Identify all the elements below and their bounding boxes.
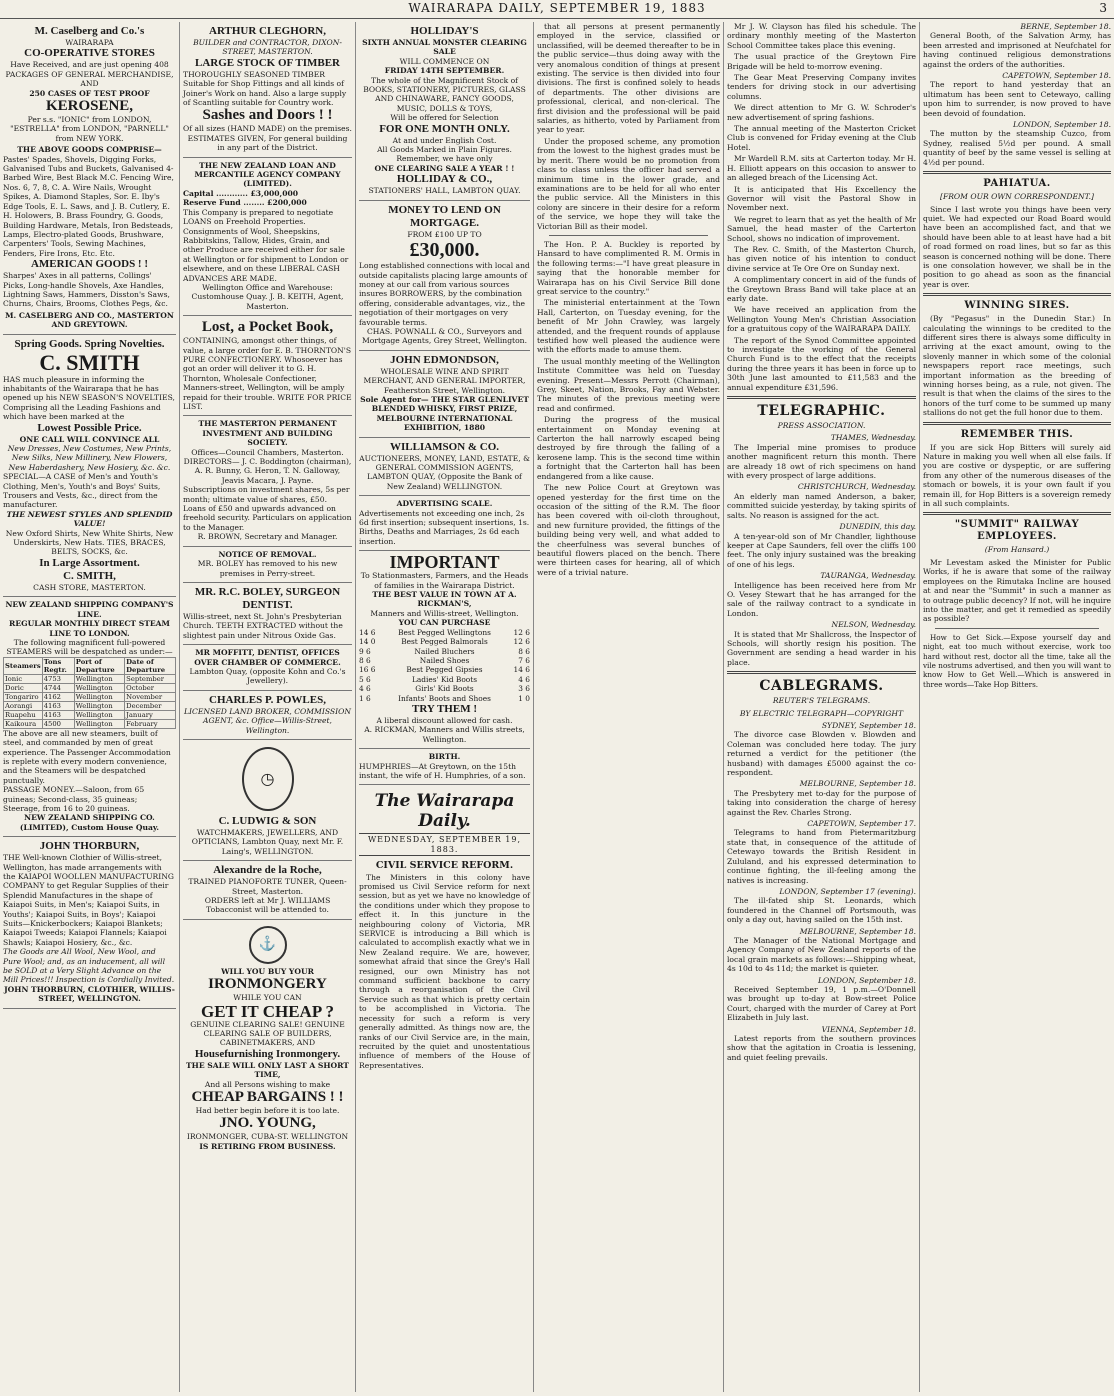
dateline: SYDNEY, September 18. (821, 721, 916, 730)
adv-body: Advertisements not exceeding one inch, 2s 6d first insertion; subsequent insertions, 1s. Births, Deaths and Marriages, 2s 6d each insertion. (359, 508, 530, 546)
local-paragraph: During the progress of the musical entertainment on Monday evening at Carterton the hall narrowly escaped being destroyed by fire through the falling of a kerosene lamp. This is the second time within a fortnight that the Carterton hall has been endangered from a like cause. (537, 415, 720, 481)
dateline: MELBOURNE, September 18. (799, 779, 916, 789)
telegram-body: An elderly man named Anderson, a baker, committed suicide yesterday, by taking spirits of salts. No reason is assigned for the act. (727, 491, 916, 520)
birth-heading: BIRTH. (428, 752, 461, 762)
price-item: Best Pegged Gipsies (406, 665, 483, 675)
price-item: Nailed Shoes (419, 655, 470, 665)
cable-body: Received September 19, 1 p.m.—O'Donnell was brought up to-day at Bow-street Police Court, charged with the murder of Carey at Port Elizabeth in July last. (727, 984, 916, 1023)
dateline: TAURANGA, Wednesday. (820, 571, 916, 581)
table-cell: Wellington (74, 710, 124, 719)
rickman-advert (359, 551, 530, 749)
bargains-body: Had better begin before it is too late. (195, 1106, 340, 1116)
kerosene-heading: KEROSENE, (45, 98, 134, 115)
estimates: ESTIMATES GIVEN, For general building in any part of the District. (187, 133, 348, 153)
important-body: To Stationmasters, Farmers, and the Heads of families in the Wairarapa District. (360, 571, 529, 590)
will-you: WILL YOU BUY YOUR (221, 966, 314, 976)
price-row (359, 628, 530, 637)
price-value: 14 6 (359, 627, 376, 637)
table-cell: November (125, 692, 176, 701)
holliday-sign: HOLLIDAY & CO., (396, 173, 493, 186)
table-cell: January (125, 710, 176, 719)
steamer-table (3, 657, 176, 729)
local-paragraph: The ministerial entertainment at the Town Hall, Carterton, on Tuesday evening, for the benefit of Mr John Crawley, was largely attended, and the frequent rounds of applause testified how well pleased the audience were with the efforts made to amuse them. (537, 298, 720, 355)
cleghorn-advert (183, 22, 352, 158)
holliday-cost: At and under English Cost. (392, 135, 497, 145)
dateline: LONDON, September 18. (1013, 120, 1111, 130)
news-paragraph: The report of the Synod Committee appointed to investigate the working of the General Church Fund is to the effect that the receipts during the three years it has been in force up to 30th June last amounted to £11,583 and the annual expenditure £31,596. (727, 335, 916, 392)
permanent-offices: Offices—Council Chambers, Masterton. (191, 447, 344, 457)
shipping-regular: REGULAR MONTHLY DIRECT STEAM LINE TO LONDON. (9, 619, 170, 638)
dateline: DUNEDIN, this day. (839, 522, 916, 532)
smith-address: CASH STORE, MASTERTON. (33, 582, 146, 592)
masthead-title: WAIRARAPA DAILY, SEPTEMBER 19, 1883 (408, 1, 706, 15)
one-call: ONE CALL WILL CONVINCE ALL (19, 434, 160, 444)
cable-body: The report to hand yesterday that an ultimatum has been sent to Cetewayo, calling upon him to surrender, is now proved to have been devoid of foundation. (923, 80, 1111, 118)
holliday-sub: SIXTH ANNUAL MONSTER CLEARING SALE (362, 38, 527, 57)
editorial-paragraph: Under the proposed scheme, any promotion from the lowest to the highest grades must be by merit. There would be no promotion from class to class unless the officer had served a minimum time in the lower grade, and examinations are to be held for all who enter the public service. All the Ministers in this colony are sincere in their desire for a reform of the service, we hope they will take the Victorian Bill as their model. (537, 136, 720, 231)
caselberg-place: WAIRARAPA (65, 38, 114, 47)
lost-advert (183, 316, 352, 416)
telegram-body: A ten-year-old son of Mr Chandler, lighthouse keeper at Cape Saunders, fell over the cliffs 100 feet. The only injury sustained was the breaking of one of his legs. (727, 531, 916, 569)
column-4 (533, 22, 723, 1392)
shipping-following: The following magnificent full-powered STEAMERS will be despatched as under:— (6, 637, 173, 657)
money-heading: MONEY TO LEND ON MORTGAGE. (388, 203, 501, 229)
cable-body: The mutton by the steamship Cuzco, from Sydney, realised 5½d per pound. A small quantity of beef by the same vessel is selling at 4½d per pound. (923, 129, 1111, 167)
price-item: Girls' Kid Boots (415, 684, 474, 694)
thorburn-body: THE Well-known Clothier of Willis-street, Wellington, has made arrangements with the KAIAPOI WOOLLEN MANUFACTURING COMPANY to get Regular Supplies of their Splendid Manufactures in the shape of Kaiapoi Suits, in Men's; Kaiapoi Suits, in Youths'; Kaiapoi Suits, in Boys'; Kaiapoi Suits—Knickerbockers; Kaiapoi Blankets; Kaiapoi Tweeds; Kaiapoi Flannels; Kaiapoi Shawls; Kaiapoi Hosiery, &c., &c. (3, 853, 174, 947)
american-body: Sharpes' Axes in all patterns, Collings' Picks, Long-handle Shovels, Axe Handles, Lightning Saws, Hammers, Disston's Saws, Churns, Chairs, Brooms, Clothes Pegs, &c. (3, 271, 170, 309)
sashes-body: Of all sizes (HAND MADE) on the premises. (183, 124, 352, 134)
young-name: JNO. YOUNG, (219, 1115, 316, 1132)
permanent-heading: THE MASTERTON PERMANENT INVESTMENT AND BUILDING SOCIETY. (198, 419, 337, 448)
money-body: Long established connections with local and outside capitalists placing large amounts of money at our call from various sources insures BORROWERS, by the combination offering, considerable advantages, viz., the negotiation of their mortgages on very favourable terms. (359, 261, 530, 327)
caselberg-stores: CO-OPERATIVE STORES (24, 47, 155, 60)
holliday-heading: HOLLIDAY'S (410, 25, 479, 37)
column-3 (355, 22, 533, 1392)
price-row (359, 665, 530, 674)
table-cell: Wellington (74, 701, 124, 710)
price-value: 4 6 (359, 684, 371, 694)
price-value: 8 6 (518, 646, 530, 656)
edmondson-heading: JOHN EDMONDSON, (390, 353, 499, 366)
telegram-body: The Imperial mine promises to produce another magnificent return this month. There are already 18 owt of rich specimens on hand with every prospect of large additions. (727, 442, 916, 481)
permanent-sign: R. BROWN, Secretary and Manager. (197, 532, 338, 542)
money-sign: CHAS. POWNALL & CO., Surveyors and Mortgage Agents, Grey Street, Wellington. (362, 326, 527, 346)
issue-date: WEDNESDAY, SEPTEMBER 19, 1883. (359, 833, 530, 856)
edmondson-agent: Sole Agent for— THE STAR GLENLIVET BLENDED WHISKY, FIRST PRIZE, MELBOURNE INTERNATIONAL EXHIBITION, 1880 (360, 394, 529, 433)
table-cell: Wellington (74, 692, 124, 701)
dateline: MELBOURNE, September 18. (799, 926, 916, 936)
table-row (4, 692, 176, 701)
holliday-offered: Will be offered for Selection (390, 113, 499, 123)
cable-body: The Presbytery met to-day for the purpose of taking into consideration the charge of heresy against the Rev. Charles Strong. (727, 788, 916, 817)
adv-heading: ADVERTISING SCALE. (396, 499, 493, 509)
rickman-sign: A. RICKMAN, Manners and Willis streets, Wellington. (364, 725, 525, 744)
table-cell: Ionic (4, 674, 43, 683)
cleghorn-name: ARTHUR CLEGHORN, (209, 25, 326, 37)
cable-body: The ill-fated ship St. Leonards, which foundered in the Channel off Portsmouth, was only a day out, having sailed on the 15th inst. (727, 896, 916, 925)
news-paragraph: The Gear Meat Preserving Company invites tenders for driving stock in our advertising columns. (727, 73, 916, 101)
table-cell: 4162 (42, 692, 74, 701)
smith-sign: C. SMITH, (63, 569, 116, 582)
cheap-heading: GET IT CHEAP ? (200, 1001, 335, 1021)
price-list (359, 628, 530, 703)
how-to-get-sick: How to Get Sick.—Expose yourself day and night, eat too much without exercise, work too hard without rest, doctor all the time, take all the vile nostrums advertised, and then you will want to know How to Get Well.—Which is answered in three words—Take Hop Bitters. (923, 632, 1111, 689)
cable-body: The Manager of the National Mortgage and Agency Company of New Zealand reports of the local grain markets as follows:—Shipping wheat, 4s 10d to 4s 11d; the market is quieter. (727, 935, 916, 974)
table-cell: Aorangi (4, 701, 43, 710)
housefurnishing: Housefurnishing Ironmongery. (194, 1047, 341, 1060)
ludwig-heading: C. LUDWIG & SON (218, 814, 317, 827)
news-paragraph: Mr Wardell R.M. sits at Carterton today. Mr H. H. Elliott appears on this occasion to answer to an alleged breach of the Licensing Act. (727, 154, 916, 183)
editorial-paragraph: that all persons at present permanently employed in the service, classified or unclassified, will be deemed thereafter to be in the public service—thus doing away with the very anomalous condition of things at present existing. The service is then divided into four divisions. The first is confined solely to heads of departments. The other divisions are professional, clerical, and non-clerical. The first division and the professional will be paid salaries, as hitherto, voted by Parliament from year to year. (537, 22, 720, 135)
price-value: 8 6 (359, 655, 371, 665)
news-paragraph: A complimentary concert in aid of the funds of the Greytown Brass Band will take place at an early date. (727, 275, 916, 303)
price-value: 5 6 (359, 674, 371, 684)
table-cell: 4753 (42, 674, 74, 683)
while-you-can: WHILE YOU CAN (233, 993, 302, 1003)
roche-heading: Alexandre de la Roche, (213, 864, 322, 877)
edmondson-advert (359, 351, 530, 438)
comprise-body: Pastes' Spades, Shovels, Digging Forks, Galvanised Tubs and Buckets, Galvanised 4-Barbed Wire, Best Black M.C. Fencing Wire, Nos. 6, 7, 8, C. A. Wire Nails, Wrought Spikes, A. Diamond Staples, Sor. E. Iby's Edge Tools, E. L. Saws, and J. B. Cutlery, E. H. Holowers, B. Brass Foundry, G. Goods, Building Hardware, Metals, Iron Bedsteads, Lamps, Electro-plated Goods, Brushware, Carpenters' Tools, Sewing Machines, Fenders, Fire Irons, Etc. Etc. (3, 154, 174, 258)
birth-notice (359, 749, 530, 785)
price-row (359, 694, 530, 703)
powles-advert (183, 691, 352, 740)
price-value: 14 6 (513, 665, 530, 675)
advertising-scale (359, 496, 530, 551)
telegram-body: Intelligence has been received here from Mr O. Vesey Stewart that he has arranged for the sale of the railway contract to a syndicate in London. (727, 580, 916, 618)
dateline: CAPETOWN, September 18. (1002, 71, 1111, 81)
caselberg-advert (3, 22, 176, 335)
table-cell: Wellington (74, 674, 124, 683)
news-paragraph: We regret to learn that as yet the health of Mr Samuel, the head master of the Carterton School, shows no indication of improvement. (727, 214, 916, 243)
removal-body: MR. BOLEY has removed to his new premises in Perry-street. (197, 559, 338, 578)
price-item: Best Pegged Balmorals (401, 637, 488, 647)
table-cell: Kaikoura (4, 719, 43, 728)
money-from: FROM £100 UP TO (407, 229, 482, 239)
price-item: Ladies' Kid Boots (411, 674, 477, 684)
summit-heading: "SUMMIT" RAILWAY EMPLOYEES. (954, 519, 1080, 543)
page-number: 3 (1099, 1, 1108, 15)
table-header: Steamers (4, 657, 43, 674)
holliday-address: STATIONERS' HALL, LAMBTON QUAY. (368, 186, 521, 196)
own-correspondent: [FROM OUR OWN CORRESPONDENT.] (939, 192, 1094, 202)
edmondson-body: WHOLESALE WINE AND SPIRIT MERCHANT, AND GENERAL IMPORTER, Featherston Street, Wellington. (363, 366, 526, 395)
price-item: Nailed Bluchers (414, 646, 475, 656)
news-paragraph: Mr J. W. Clayson has filed his schedule. The ordinary monthly meeting of the Masterton School Committee takes place this evening. (727, 22, 916, 50)
table-row (4, 719, 176, 728)
sashes-heading: Sashes and Doors ! ! (202, 107, 333, 124)
try-them: TRY THEM ! (411, 702, 477, 715)
boley-advert (183, 583, 352, 645)
masthead (0, 0, 1114, 19)
holliday-month: FOR ONE MONTH ONLY. (379, 122, 510, 135)
telegram-body: It is stated that Mr Shallcross, the Inspector of Schools, will shortly resign his position. The Government are sending a head warder in his place. (727, 629, 916, 667)
copyright-line: BY ELECTRIC TELEGRAPH—COPYRIGHT (739, 708, 904, 718)
dateline: VIENNA, September 18. (821, 1024, 916, 1034)
newest-body: New Oxford Shirts, New White Shirts, New Underskirts, New Hats. TIES, BRACES, BELTS, SOCKS, &c. (5, 528, 174, 557)
short-time: THE SALE WILL ONLY LAST A SHORT TIME, (186, 1060, 349, 1080)
spring-goods: Spring Goods. Spring Novelties. (14, 337, 165, 350)
lost-body: CONTAINING, amongst other things, of value, a large order for E. B. THORNTON'S PURE CONFECTIONERY. Whosoever has got an order will deliver it to G. H. Thornton, Wholesale Confectioner, Manners-street, Wellington, will be amply repaid for their trouble. WRITE FOR PRICE LIST. (183, 336, 352, 411)
nzloan-body: This Company is prepared to negotiate LOANS on Freehold Properties. Consignments of Wool, Sheepskins, Rabbitskins, Tallow, Hides, Grain, and other Produce are received either for sale at Wellington or for shipment to London or elsewhere, and on these LIBERAL CASH ADVANCES ARE MADE. (183, 207, 349, 283)
ludwig-body: WATCHMAKERS, JEWELLERS, AND OPTICIANS, Lambton Quay, next Mr. F. Laing's, WELLINGTON. (191, 827, 344, 856)
williamson-advert (359, 438, 530, 497)
local-paragraph: The usual monthly meeting of the Wellington Institute Committee was held on Tuesday evening. Present—Messrs Perrott (Chairman), Grey, Skeet, Nation, Brooks, Fay and Webster. The minutes of the previous meeting were read and confirmed. (537, 356, 720, 413)
column-6 (919, 22, 1114, 1392)
holliday-once: ONE CLEARING SALE A YEAR ! ! (374, 163, 515, 173)
dateline: CAPETOWN, September 17. (807, 819, 916, 829)
rickman-address: Manners and Willis-street, Wellington. (370, 608, 519, 618)
price-value: 9 6 (359, 646, 371, 656)
caselberg-title: M. Caselberg and Co.'s (34, 25, 145, 37)
newest-styles: THE NEWEST STYLES AND SPLENDID VALUE! (6, 509, 173, 529)
table-cell: October (125, 683, 176, 692)
smith-name: C. SMITH (39, 349, 140, 375)
rickman-heading: THE BEST VALUE IN TOWN AT A. RICKMAN'S, (372, 590, 517, 609)
price-value: 12 6 (513, 637, 530, 647)
telegraphic-heading: TELEGRAPHIC. (757, 403, 886, 420)
table-row (4, 710, 176, 719)
holliday-friday: FRIDAY 14TH SEPTEMBER. (384, 66, 505, 76)
young-address: IRONMONGER, CUBA-ST. WELLINGTON (186, 1132, 349, 1142)
cable-body: General Booth, of the Salvation Army, has been arrested and imprisoned at Neufchatel for having continued religious demonstrations against the orders of the authorities. (923, 31, 1111, 69)
table-cell: Wellington (74, 719, 124, 728)
kerosene-body: Per s.s. "IONIC" from LONDON, "ESTRELLA" from LONDON, "PARNELL" from NEW YORK. (10, 115, 169, 143)
price-item: Infants' Boots and Shoes (398, 693, 491, 703)
winning-sires-body: (By "Pegasus" in the Dunedin Star.) In calculating the winnings to be credited to the different sires there is always some difficulty in arriving at the exact amount, owing to the slovenly manner in which some of the colonial newspapers report race meetings, such important information as the breeding of winning horses being, as a rule, not given. The result is that when the claims of the sires to the honors of the turf come to be summed up many stallions do not get the full honor due to them. (923, 314, 1111, 418)
smith-advert (3, 335, 176, 598)
kerosene-intro: 250 CASES OF TEST PROOF (29, 88, 150, 98)
holliday-advert (359, 22, 530, 201)
birth-body: HUMPHRIES—At Greytown, on the 15th instant, the wife of H. Humphries, of a son. (359, 761, 526, 780)
price-value: 4 6 (518, 674, 530, 684)
price-row (359, 684, 530, 693)
thorburn-sign: JOHN THORBURN, CLOTHIER, WILLIS-STREET, WELLINGTON. (4, 984, 175, 1004)
table-header: Date of Departure (125, 657, 176, 674)
dateline: LONDON, September 17 (evening). (779, 886, 916, 896)
table-header: Tons Regtr. (42, 657, 74, 674)
caselberg-body: Have Received, and are just opening 408 PACKAGES OF GENERAL MERCHANDISE, AND (5, 60, 174, 89)
williamson-body: AUCTIONEERS, MONEY, LAND, ESTATE, & GENERAL COMMISSION AGENTS, LAMBTON QUAY, (Opposite the Bank of New Zealand) WELLINGTON. (359, 453, 530, 491)
table-cell: 4500 (42, 719, 74, 728)
cable-body: The divorce case Blowden v. Blowden and Coleman was concluded here today. The jury returned a verdict for the petitioner (the husband) with damages £5000 against the co-respondent. (727, 730, 916, 778)
pahiatua-body: Since I last wrote you things have been very quiet. We had expected our Road Board would have been an accomplished fact, and that we should have been able to at least have had a bit of road formed on road lines, but so far as this season is concerned nothing will be done. There is one consolation however, we shall be in the position to go ahead as soon as the financial year is over. (923, 204, 1111, 289)
dateline: CHRISTCHURCH, Wednesday. (797, 482, 916, 492)
nzloan-agent: Wellington Office and Warehouse: Customhouse Quay. J. B. KEITH, Agent, Masterton. (191, 282, 344, 311)
powles-heading: CHARLES P. POWLES, (209, 693, 326, 706)
news-paragraph: We have received an application from the Wellington Young Men's Christian Association for a gratuitous copy of the WAIRARAPA DAILY. (727, 305, 916, 334)
shipping-advert (3, 597, 176, 837)
column-2 (179, 22, 355, 1392)
price-value: 14 0 (359, 637, 376, 647)
comprise-heading: THE ABOVE GOODS COMPRISE— (17, 145, 162, 155)
important-heading: IMPORTANT (389, 552, 500, 573)
dateline: NELSON, Wednesday. (831, 620, 916, 630)
table-cell: 4163 (42, 710, 74, 719)
reuter-heading: REUTER'S TELEGRAMS. (772, 696, 871, 706)
thorburn-end: The Goods are All Wool, New Wool, and Pure Wool; and, as an inducement, all will be SOLD at a Very Slight Advance on the Mill Prices!!! Inspection is Cordially Invited. (3, 947, 175, 985)
nzloan-heading: THE NEW ZEALAND LOAN AND MERCANTILE AGENCY COMPANY (LIMITED). (194, 160, 341, 189)
price-row (359, 647, 530, 656)
special-offer: SPECIAL—A CASE of Men's and Youth's Clothing, Men's, Youth's and Boys' Suits, Trousers and Vests, &c., direct from the manufacturer. (3, 472, 161, 510)
all-persons: And all Persons wishing to make (204, 1079, 331, 1089)
civil-service-heading: CIVIL SERVICE REFORM. (375, 860, 514, 872)
price-value: 1 6 (359, 693, 371, 703)
holliday-body: The whole of the Magnificent Stock of BOOKS, STATIONERY, PICTURES, GLASS AND CHINAWARE, FANCY GOODS, MUSIC, DOLLS & TOYS, (363, 75, 526, 113)
large-assortment: In Large Assortment. (39, 556, 140, 569)
news-paragraph: The Rev. C. Smith, of the Masterton Church, has given notice of his intention to conduct divine service at Te Ore Ore on Sunday next. (727, 244, 916, 273)
moffitt-body: Lambton Quay, (opposite Kohn and Co.'s Jewellery). (189, 666, 346, 686)
price-row (359, 637, 530, 646)
smith-body: HAS much pleasure in informing the inhabitants of the Wairarapa that he has opened up his NEW SEASON'S NOVELTIES, Comprising all the Leading Fashions and which have been marked at the (3, 374, 175, 422)
news-paragraph: It is anticipated that His Excellency the Governor will visit the Pastoral Show in November next. (727, 184, 916, 213)
permanent-body: Subscriptions on investment shares, 5s per month; ultimate value of shares, £50. Loans of £50 and upwards advanced on freehold security. Particulars on application to the Manager. (183, 485, 352, 532)
purchase-heading: YOU CAN PURCHASE (398, 618, 491, 628)
thorburn-name: JOHN THORBURN, (39, 840, 140, 853)
stock-heading: LARGE STOCK OF TIMBER (195, 56, 340, 69)
table-cell: December (125, 701, 176, 710)
nzloan-capital: Capital ............ £3,000,000 (183, 188, 299, 198)
price-value: 7 6 (518, 655, 530, 665)
cleghorn-sub: BUILDER and CONTRACTOR, DIXON-STREET, MASTERTON. (193, 38, 342, 57)
winning-sires-heading: WINNING SIRES. (964, 300, 1070, 312)
watch-icon: ◷ (242, 747, 294, 811)
holliday-marked: All Goods Marked in Plain Figures. Remember, we have only (377, 145, 512, 164)
stock-body: THOROUGHLY SEASONED TIMBER Suitable for Shop Fittings and all kinds of Joiner's Work on hand. Also a large supply of Scantling suitable for Country work. (183, 69, 347, 108)
press-association: PRESS ASSOCIATION. (777, 421, 866, 431)
summit-body: Mr Levestam asked the Minister for Public Works, if he is aware that some of the railway employees on the Rimutaka Incline are housed at and near the "Summit" in such a manner as to outrage public decency? If not, will he inquire into the matter, and get it remedied as speedily as possible? (923, 557, 1111, 624)
try-body: A liberal discount allowed for cash. (376, 715, 513, 725)
shipping-company: NEW ZEALAND SHIPPING COMPANY'S LINE. (5, 600, 174, 619)
dateline: THAMES, Wednesday. (830, 433, 916, 443)
local-paragraph: The Hon. P. A. Buckley is reported by Hansard to have complimented R. M. Ormis in the following terms:—"I have great pleasure in saying that the honorable member for Wairarapa has on his Civil Service Bill done great service to the country." (537, 239, 720, 296)
cable-body: Telegrams to hand from Pietermaritzburg state that, in consequence of the attitude of Cetewayo towards the British Resident in Zululand, and his expressed determination to continue fighting, the ill-feeling among the natives is increasing. (727, 828, 916, 885)
cablegrams-heading: CABLEGRAMS. (759, 678, 884, 695)
table-cell: 4163 (42, 701, 74, 710)
american-heading: AMERICAN GOODS ! ! (30, 258, 149, 271)
civil-service-body: The Ministers in this colony have promised us Civil Service reform for next session, but as yet we have no knowledge of the conditions under which they propose to effect it. In this juncture in the neighbouring colony of Victoria, MR SERVICE is introducing a Bill which is calculated to accomplish exactly what we in New Zealand require. We are, however, somewhat afraid that since the Grey's Hall resigned, our own Ministry has not command sufficient backbone to carry through a reorganisation of the Civil Service such as that which is pretty certain to be accomplished in Victoria. The necessity for such a reform is very generally admitted. As things now are, the ranks of our Civil Service are, in the main, recruited by the quiet and unostentatious influence of members of the House of Representatives. (359, 872, 530, 1070)
caselberg-sign: M. CASELBERG AND CO., MASTERTON AND GREYTOWN. (5, 310, 174, 330)
hansard-line: (From Hansard.) (984, 545, 1050, 555)
moffitt-advert (183, 645, 352, 691)
table-cell: Doric (4, 683, 43, 692)
nzloan-reserve: Reserve Fund ........ £200,000 (183, 198, 307, 208)
dateline: LONDON, September 18. (818, 975, 916, 985)
price-row (359, 656, 530, 665)
money-amount: £30,000. (409, 239, 480, 262)
news-paragraph: We direct attention to Mr G. W. Schroder's new advertisement of spring fashions. (727, 103, 916, 122)
news-paragraph: The usual practice of the Greytown Fire Brigade will be held to-morrow evening. (727, 52, 916, 71)
dress-list: New Dresses, New Costumes, New Prints, New Silks, New Millinery, New Flowers, New Haberdashery, New Hosiery, &c. &c. (7, 444, 172, 472)
price-value: 3 6 (518, 684, 530, 694)
nzloan-advert (183, 158, 352, 317)
price-value: 1 0 (518, 693, 530, 703)
money-advert (359, 201, 530, 351)
dateline: BERNE, September 18. (1020, 22, 1111, 31)
moffitt-heading: MR MOFFITT, DENTIST, OFFICES OVER CHAMBER OF COMMERCE. (194, 648, 341, 667)
thorburn-advert (3, 837, 176, 1009)
news-paragraph: The annual meeting of the Masterton Cricket Club is convened for Friday evening at the Club Hotel. (727, 124, 916, 152)
boley-heading: MR. R.C. BOLEY, SURGEON DENTIST. (194, 585, 341, 611)
roche-advert (183, 861, 352, 920)
passage-money: PASSAGE MONEY.—Saloon, from 65 guineas; Second-class, 35 guineas; Steerage, from 16 to 20 guineas. (3, 785, 145, 813)
table-cell: Wellington (74, 683, 124, 692)
price-row (359, 675, 530, 684)
table-cell: Tongariro (4, 692, 43, 701)
table-cell: 4744 (42, 683, 74, 692)
holliday-commence: WILL COMMENCE ON (399, 56, 490, 66)
price-value: 16 6 (359, 665, 376, 675)
removal-advert (183, 547, 352, 583)
local-news (727, 22, 916, 392)
removal-heading: NOTICE OF REMOVAL. (218, 549, 317, 559)
price-value: 12 6 (513, 627, 530, 637)
ludwig-advert (183, 740, 352, 861)
anchor-emblem-icon: ⚓ (249, 926, 287, 964)
cable-body: Latest reports from the southern provinces show that the agitation in Croatia is lessening, and quiet feeling prevails. (727, 1034, 916, 1062)
young-retiring: IS RETIRING FROM BUSINESS. (199, 1141, 336, 1151)
roche-body: TRAINED PIANOFORTE TUNER, Queen-Street, Masterton. (188, 877, 347, 896)
paper-title: The Wairarapa Daily. (374, 791, 515, 832)
table-cell: September (125, 674, 176, 683)
boley-body: Willis-street, next St. John's Presbyterian Church. TEETH EXTRACTED without the slightest pain under Nitrous Oxide Gas. (183, 611, 343, 640)
table-header: Port of Departure (74, 657, 124, 674)
table-cell: Ruapehu (4, 710, 43, 719)
remember-body: If you are sick Hop Bitters will surely aid Nature in making you well when all else fails. If you are costive or dyspeptic, or are suffering from any other of the numerous diseases of the stomach or bowels, it is your own fault if you remain ill, for Hop Bitters is a sovereign remedy in all such complaints. (923, 442, 1111, 509)
bargains-heading: CHEAP BARGAINS ! ! (191, 1089, 344, 1106)
table-row (4, 674, 176, 683)
ironmongery-heading: IRONMONGERY (208, 976, 327, 993)
table-row (4, 701, 176, 710)
lowest-price: Lowest Possible Price. (37, 421, 142, 434)
clearing-body: GENUINE CLEARING SALE! GENUINE CLEARING SALE OF BUILDERS, CABINETMAKERS, AND (190, 1019, 345, 1048)
table-row (4, 683, 176, 692)
shipping-agency: NEW ZEALAND SHIPPING CO. (LIMITED), Custom House Quay. (19, 813, 160, 832)
shipping-body: The above are all new steamers, built of steel, and commanded by men of great experience. The Passenger Accommodation is replete with every modern convenience, and the Steamers will be despatched punctually. (3, 728, 171, 785)
young-advert (183, 920, 352, 1155)
powles-body: LICENSED LAND BROKER, COMMISSION AGENT, &c. Office—Willis-Street, Wellington. (184, 706, 351, 735)
roche-orders: ORDERS left at Mr J. WILLIAMS Tobacconist will be attended to. (204, 896, 331, 915)
column-1 (0, 22, 179, 1392)
pahiatua-heading: PAHIATUA. (983, 178, 1051, 190)
local-paragraph: The new Police Court at Greytown was opened yesterday for the first time on the occasion of the sitting of the R.M. The floor has been covered with oil-cloth throughout, and new furniture provided, the fittings of the building being very well, and what added to the cheerfulness was several bunches of beautiful flowers placed on the bench. There were thirteen cases for hearing, all of which were of a trivial nature. (537, 483, 720, 577)
column-5 (723, 22, 919, 1392)
williamson-heading: WILLIAMSON & CO. (389, 440, 500, 453)
price-item: Best Pegged Wellingtons (398, 627, 491, 637)
table-cell: February (125, 719, 176, 728)
lost-heading: Lost, a Pocket Book, (201, 319, 334, 336)
permanent-directors: DIRECTORS— J. C. Boddington (chairman), A. R. Bunny, G. Heron, T. N. Galloway, Jeavis Macara, J. Payne. (183, 457, 352, 485)
remember-heading: REMEMBER THIS. (960, 428, 1074, 440)
permanent-advert (183, 416, 352, 546)
